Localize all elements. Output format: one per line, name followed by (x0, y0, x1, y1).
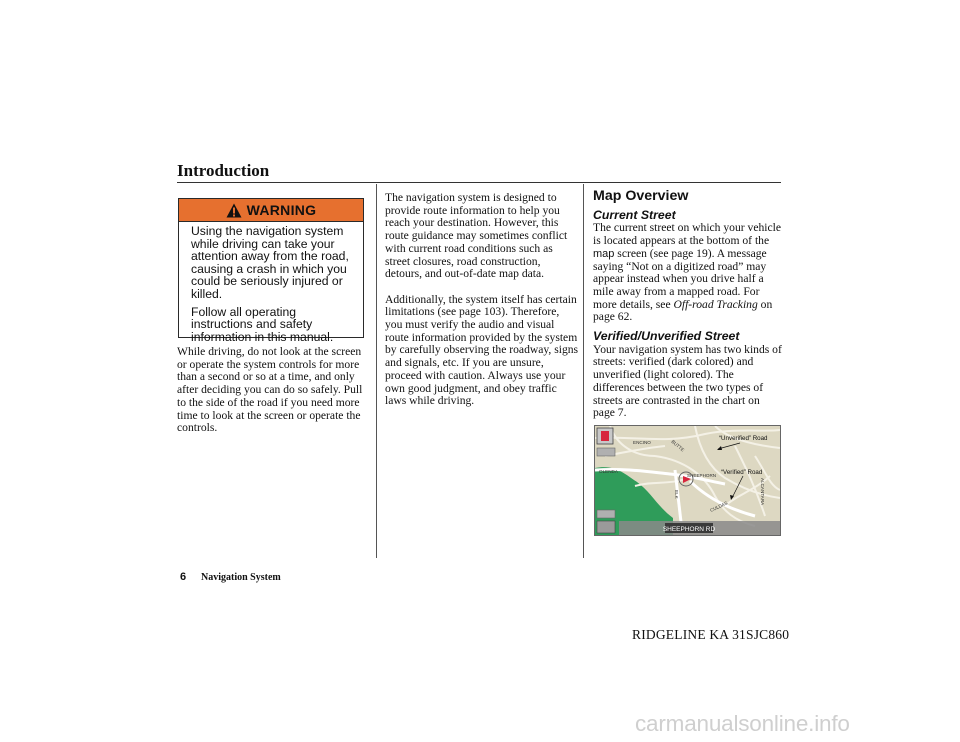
street-label-encino: ENCINO (633, 440, 651, 445)
street-label-butte: BUTTE (670, 438, 686, 453)
street-label-alcantara: ALCANTARA (760, 478, 765, 506)
street-label-olenda: OLENDA (599, 469, 618, 474)
warning-paragraph-2: Follow all operating instructions and safety information in this manual. (191, 304, 334, 344)
column1-text: While driving, do not look at the screen or operate the system controls for more than a second or so at a time, and only after deciding you can do so safely. Pull to the side of the road if you need more time to look at the screen or operate the controls. (177, 345, 363, 435)
page-number: 6 (180, 571, 187, 583)
column2-paragraph-1: The navigation system is designed to provide route information to help you reach your destination. However, this route guidance may sometimes conflict with current road conditions such as street closures, road construction, detours, and out-of-date map data. (385, 191, 568, 281)
off-road-tracking-reference: Off-road Tracking (673, 297, 758, 311)
current-street-heading: Current Street (593, 207, 676, 222)
map-overview-heading: Map Overview (593, 188, 689, 204)
section-title: Introduction (177, 161, 270, 180)
footer-section-name: Navigation System (201, 572, 281, 583)
column2 (385, 192, 579, 408)
map-zoom-indicator (597, 510, 615, 518)
street-label-elk: ELK (674, 490, 679, 499)
callout-unverified-road: “Unverified” Road (719, 435, 768, 442)
watermark: carmanualsonline.info (635, 711, 850, 736)
current-street-text-1: The current street on which your vehicle is located appears at the bottom of the (593, 221, 782, 248)
callout-verified-road: “Verified” Road (721, 469, 763, 476)
column-divider-1 (376, 184, 377, 558)
street-label-culdas: CULDAS (709, 500, 729, 513)
warning-body (179, 222, 363, 343)
warning-paragraph-1: Using the navigation system while driving can take your attention away from the road, causing a crash in which you could be seriously injured or killed. (191, 224, 349, 301)
current-street-label: SHEEPHORN RD (662, 526, 716, 533)
current-street-text-2: screen (see page 19). A message saying “Not on a digitized road” may appear instead when you drive half a mile away from a mapped road. For more details, see (593, 246, 767, 311)
column2-paragraph-2: Additionally, the system itself has certain limitations (see page 103). Therefore, you must verify the audio and visual route information provided by the system by carefully observing the roadway, signs and signals, etc. If you are unsure, proceed with caution. Always use your own good judgment, and obey traffic laws while driving. (385, 292, 579, 408)
map-menu-button (597, 521, 615, 533)
column3 (593, 190, 783, 420)
street-label-sheephorn: SHEEPHORN (687, 473, 717, 478)
map-graphic (595, 426, 780, 535)
warning-header (179, 199, 363, 222)
map-screenshot (594, 425, 781, 536)
warning-label: WARNING (246, 202, 317, 218)
warning-box (178, 198, 364, 344)
column-divider-2 (583, 184, 584, 558)
current-street-paragraph (593, 222, 783, 324)
map-scale-indicator (597, 448, 615, 456)
column1-paragraph (177, 346, 372, 435)
warning-triangle-icon (226, 203, 242, 218)
title-rule (177, 182, 781, 183)
current-street-text-3: on page 62. (593, 297, 773, 324)
verified-street-paragraph: Your navigation system has two kinds of streets: verified (dark colored) and unverified (light colored). The differences between the two types of streets are contrasted in the chart on page 7. (593, 342, 782, 420)
map-keyword: map (593, 247, 615, 260)
verified-street-heading: Verified/Unverified Street (593, 329, 740, 344)
model-code: RIDGELINE KA 31SJC860 (632, 627, 790, 642)
